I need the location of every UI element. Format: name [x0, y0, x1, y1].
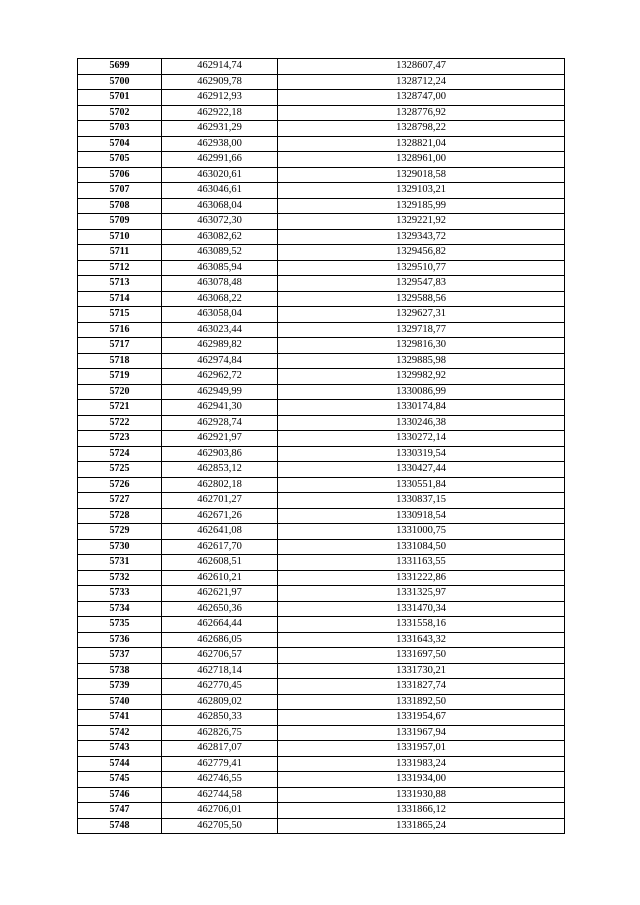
y-coordinate-cell: 1329588,56: [278, 291, 565, 307]
table-row: [78, 586, 565, 602]
x-coordinate-cell: 462686,05: [162, 632, 278, 648]
point-number-cell: 5747: [78, 803, 162, 819]
table-row: [78, 229, 565, 245]
table-row: [78, 322, 565, 338]
x-coordinate-cell: 462941,30: [162, 400, 278, 416]
y-coordinate-cell: 1328776,92: [278, 105, 565, 121]
x-coordinate-cell: 462706,57: [162, 648, 278, 664]
point-number-cell: 5723: [78, 431, 162, 447]
y-coordinate-cell: 1330551,84: [278, 477, 565, 493]
table-row: [78, 353, 565, 369]
table-row: [78, 260, 565, 276]
y-coordinate-cell: 1331084,50: [278, 539, 565, 555]
table-row: [78, 679, 565, 695]
point-number-cell: 5710: [78, 229, 162, 245]
point-number-cell: 5705: [78, 152, 162, 168]
point-number-cell: 5731: [78, 555, 162, 571]
y-coordinate-cell: 1329456,82: [278, 245, 565, 261]
x-coordinate-cell: 463068,22: [162, 291, 278, 307]
y-coordinate-cell: 1331000,75: [278, 524, 565, 540]
x-coordinate-cell: 462664,44: [162, 617, 278, 633]
y-coordinate-cell: 1328798,22: [278, 121, 565, 137]
point-number-cell: 5727: [78, 493, 162, 509]
y-coordinate-cell: 1329103,21: [278, 183, 565, 199]
x-coordinate-cell: 462989,82: [162, 338, 278, 354]
point-number-cell: 5700: [78, 74, 162, 90]
y-coordinate-cell: 1331470,34: [278, 601, 565, 617]
table-row: [78, 524, 565, 540]
y-coordinate-cell: 1330837,15: [278, 493, 565, 509]
x-coordinate-cell: 462779,41: [162, 756, 278, 772]
point-number-cell: 5733: [78, 586, 162, 602]
y-coordinate-cell: 1331325,97: [278, 586, 565, 602]
table-row: [78, 415, 565, 431]
y-coordinate-cell: 1330319,54: [278, 446, 565, 462]
point-number-cell: 5746: [78, 787, 162, 803]
point-number-cell: 5734: [78, 601, 162, 617]
table-row: [78, 462, 565, 478]
x-coordinate-cell: 462608,51: [162, 555, 278, 571]
table-row: [78, 756, 565, 772]
x-coordinate-cell: 462949,99: [162, 384, 278, 400]
x-coordinate-cell: 462746,55: [162, 772, 278, 788]
coordinates-table: [77, 58, 565, 834]
y-coordinate-cell: 1331967,94: [278, 725, 565, 741]
table-row: [78, 121, 565, 137]
y-coordinate-cell: 1330918,54: [278, 508, 565, 524]
x-coordinate-cell: 462701,27: [162, 493, 278, 509]
y-coordinate-cell: 1328607,47: [278, 59, 565, 75]
y-coordinate-cell: 1329982,92: [278, 369, 565, 385]
x-coordinate-cell: 462928,74: [162, 415, 278, 431]
point-number-cell: 5730: [78, 539, 162, 555]
table-row: [78, 307, 565, 323]
x-coordinate-cell: 462974,84: [162, 353, 278, 369]
y-coordinate-cell: 1329718,77: [278, 322, 565, 338]
x-coordinate-cell: 462802,18: [162, 477, 278, 493]
point-number-cell: 5739: [78, 679, 162, 695]
table-row: [78, 694, 565, 710]
x-coordinate-cell: 462671,26: [162, 508, 278, 524]
y-coordinate-cell: 1330086,99: [278, 384, 565, 400]
table-row: [78, 276, 565, 292]
point-number-cell: 5718: [78, 353, 162, 369]
table-row: [78, 570, 565, 586]
y-coordinate-cell: 1329221,92: [278, 214, 565, 230]
y-coordinate-cell: 1331930,88: [278, 787, 565, 803]
x-coordinate-cell: 462909,78: [162, 74, 278, 90]
y-coordinate-cell: 1329547,83: [278, 276, 565, 292]
table-row: [78, 152, 565, 168]
y-coordinate-cell: 1331163,55: [278, 555, 565, 571]
point-number-cell: 5707: [78, 183, 162, 199]
x-coordinate-cell: 462991,66: [162, 152, 278, 168]
table-row: [78, 183, 565, 199]
point-number-cell: 5719: [78, 369, 162, 385]
table-row: [78, 338, 565, 354]
table-row: [78, 648, 565, 664]
y-coordinate-cell: 1328712,24: [278, 74, 565, 90]
point-number-cell: 5701: [78, 90, 162, 106]
y-coordinate-cell: 1331954,67: [278, 710, 565, 726]
point-number-cell: 5740: [78, 694, 162, 710]
point-number-cell: 5741: [78, 710, 162, 726]
y-coordinate-cell: 1330246,38: [278, 415, 565, 431]
table-row: [78, 198, 565, 214]
x-coordinate-cell: 462621,97: [162, 586, 278, 602]
point-number-cell: 5721: [78, 400, 162, 416]
point-number-cell: 5716: [78, 322, 162, 338]
point-number-cell: 5712: [78, 260, 162, 276]
coordinates-table-body: [78, 59, 565, 834]
x-coordinate-cell: 462770,45: [162, 679, 278, 695]
table-row: [78, 167, 565, 183]
x-coordinate-cell: 462921,97: [162, 431, 278, 447]
point-number-cell: 5722: [78, 415, 162, 431]
table-row: [78, 493, 565, 509]
table-row: [78, 59, 565, 75]
table-row: [78, 725, 565, 741]
point-number-cell: 5706: [78, 167, 162, 183]
x-coordinate-cell: 462826,75: [162, 725, 278, 741]
table-row: [78, 818, 565, 834]
x-coordinate-cell: 462617,70: [162, 539, 278, 555]
y-coordinate-cell: 1331697,50: [278, 648, 565, 664]
x-coordinate-cell: 462744,58: [162, 787, 278, 803]
point-number-cell: 5735: [78, 617, 162, 633]
x-coordinate-cell: 463078,48: [162, 276, 278, 292]
y-coordinate-cell: 1329343,72: [278, 229, 565, 245]
point-number-cell: 5742: [78, 725, 162, 741]
point-number-cell: 5711: [78, 245, 162, 261]
point-number-cell: 5738: [78, 663, 162, 679]
x-coordinate-cell: 462853,12: [162, 462, 278, 478]
y-coordinate-cell: 1330174,84: [278, 400, 565, 416]
table-row: [78, 508, 565, 524]
x-coordinate-cell: 463023,44: [162, 322, 278, 338]
table-row: [78, 214, 565, 230]
x-coordinate-cell: 463082,62: [162, 229, 278, 245]
y-coordinate-cell: 1328747,00: [278, 90, 565, 106]
x-coordinate-cell: 463089,52: [162, 245, 278, 261]
point-number-cell: 5715: [78, 307, 162, 323]
y-coordinate-cell: 1329816,30: [278, 338, 565, 354]
table-row: [78, 632, 565, 648]
table-row: [78, 787, 565, 803]
y-coordinate-cell: 1331643,32: [278, 632, 565, 648]
x-coordinate-cell: 462912,93: [162, 90, 278, 106]
table-row: [78, 477, 565, 493]
point-number-cell: 5729: [78, 524, 162, 540]
x-coordinate-cell: 462922,18: [162, 105, 278, 121]
x-coordinate-cell: 462641,08: [162, 524, 278, 540]
y-coordinate-cell: 1328821,04: [278, 136, 565, 152]
table-row: [78, 245, 565, 261]
point-number-cell: 5713: [78, 276, 162, 292]
point-number-cell: 5725: [78, 462, 162, 478]
y-coordinate-cell: 1329510,77: [278, 260, 565, 276]
x-coordinate-cell: 462914,74: [162, 59, 278, 75]
x-coordinate-cell: 462938,00: [162, 136, 278, 152]
y-coordinate-cell: 1331983,24: [278, 756, 565, 772]
x-coordinate-cell: 462718,14: [162, 663, 278, 679]
table-row: [78, 291, 565, 307]
y-coordinate-cell: 1331222,86: [278, 570, 565, 586]
table-row: [78, 663, 565, 679]
point-number-cell: 5732: [78, 570, 162, 586]
y-coordinate-cell: 1330427,44: [278, 462, 565, 478]
table-row: [78, 555, 565, 571]
table-row: [78, 384, 565, 400]
x-coordinate-cell: 463085,94: [162, 260, 278, 276]
y-coordinate-cell: 1329185,99: [278, 198, 565, 214]
y-coordinate-cell: 1329627,31: [278, 307, 565, 323]
point-number-cell: 5709: [78, 214, 162, 230]
table-row: [78, 539, 565, 555]
table-row: [78, 772, 565, 788]
x-coordinate-cell: 462850,33: [162, 710, 278, 726]
x-coordinate-cell: 462931,29: [162, 121, 278, 137]
point-number-cell: 5717: [78, 338, 162, 354]
x-coordinate-cell: 463072,30: [162, 214, 278, 230]
table-row: [78, 400, 565, 416]
table-row: [78, 369, 565, 385]
x-coordinate-cell: 462650,36: [162, 601, 278, 617]
x-coordinate-cell: 462817,07: [162, 741, 278, 757]
table-row: [78, 105, 565, 121]
x-coordinate-cell: 462809,02: [162, 694, 278, 710]
point-number-cell: 5704: [78, 136, 162, 152]
table-row: [78, 710, 565, 726]
x-coordinate-cell: 462610,21: [162, 570, 278, 586]
y-coordinate-cell: 1330272,14: [278, 431, 565, 447]
table-row: [78, 741, 565, 757]
point-number-cell: 5744: [78, 756, 162, 772]
point-number-cell: 5743: [78, 741, 162, 757]
point-number-cell: 5702: [78, 105, 162, 121]
y-coordinate-cell: 1331730,21: [278, 663, 565, 679]
y-coordinate-cell: 1331827,74: [278, 679, 565, 695]
x-coordinate-cell: 463046,61: [162, 183, 278, 199]
x-coordinate-cell: 463058,04: [162, 307, 278, 323]
table-row: [78, 74, 565, 90]
point-number-cell: 5726: [78, 477, 162, 493]
x-coordinate-cell: 463020,61: [162, 167, 278, 183]
table-row: [78, 617, 565, 633]
y-coordinate-cell: 1331892,50: [278, 694, 565, 710]
point-number-cell: 5714: [78, 291, 162, 307]
point-number-cell: 5737: [78, 648, 162, 664]
table-row: [78, 431, 565, 447]
y-coordinate-cell: 1331866,12: [278, 803, 565, 819]
point-number-cell: 5703: [78, 121, 162, 137]
point-number-cell: 5708: [78, 198, 162, 214]
y-coordinate-cell: 1329885,98: [278, 353, 565, 369]
y-coordinate-cell: 1331934,00: [278, 772, 565, 788]
y-coordinate-cell: 1331865,24: [278, 818, 565, 834]
point-number-cell: 5724: [78, 446, 162, 462]
y-coordinate-cell: 1329018,58: [278, 167, 565, 183]
x-coordinate-cell: 463068,04: [162, 198, 278, 214]
table-row: [78, 90, 565, 106]
x-coordinate-cell: 462962,72: [162, 369, 278, 385]
table-row: [78, 136, 565, 152]
x-coordinate-cell: 462705,50: [162, 818, 278, 834]
point-number-cell: 5745: [78, 772, 162, 788]
table-row: [78, 446, 565, 462]
point-number-cell: 5699: [78, 59, 162, 75]
x-coordinate-cell: 462903,86: [162, 446, 278, 462]
table-row: [78, 803, 565, 819]
x-coordinate-cell: 462706,01: [162, 803, 278, 819]
point-number-cell: 5736: [78, 632, 162, 648]
y-coordinate-cell: 1331558,16: [278, 617, 565, 633]
y-coordinate-cell: 1331957,01: [278, 741, 565, 757]
y-coordinate-cell: 1328961,00: [278, 152, 565, 168]
table-row: [78, 601, 565, 617]
point-number-cell: 5728: [78, 508, 162, 524]
point-number-cell: 5720: [78, 384, 162, 400]
point-number-cell: 5748: [78, 818, 162, 834]
